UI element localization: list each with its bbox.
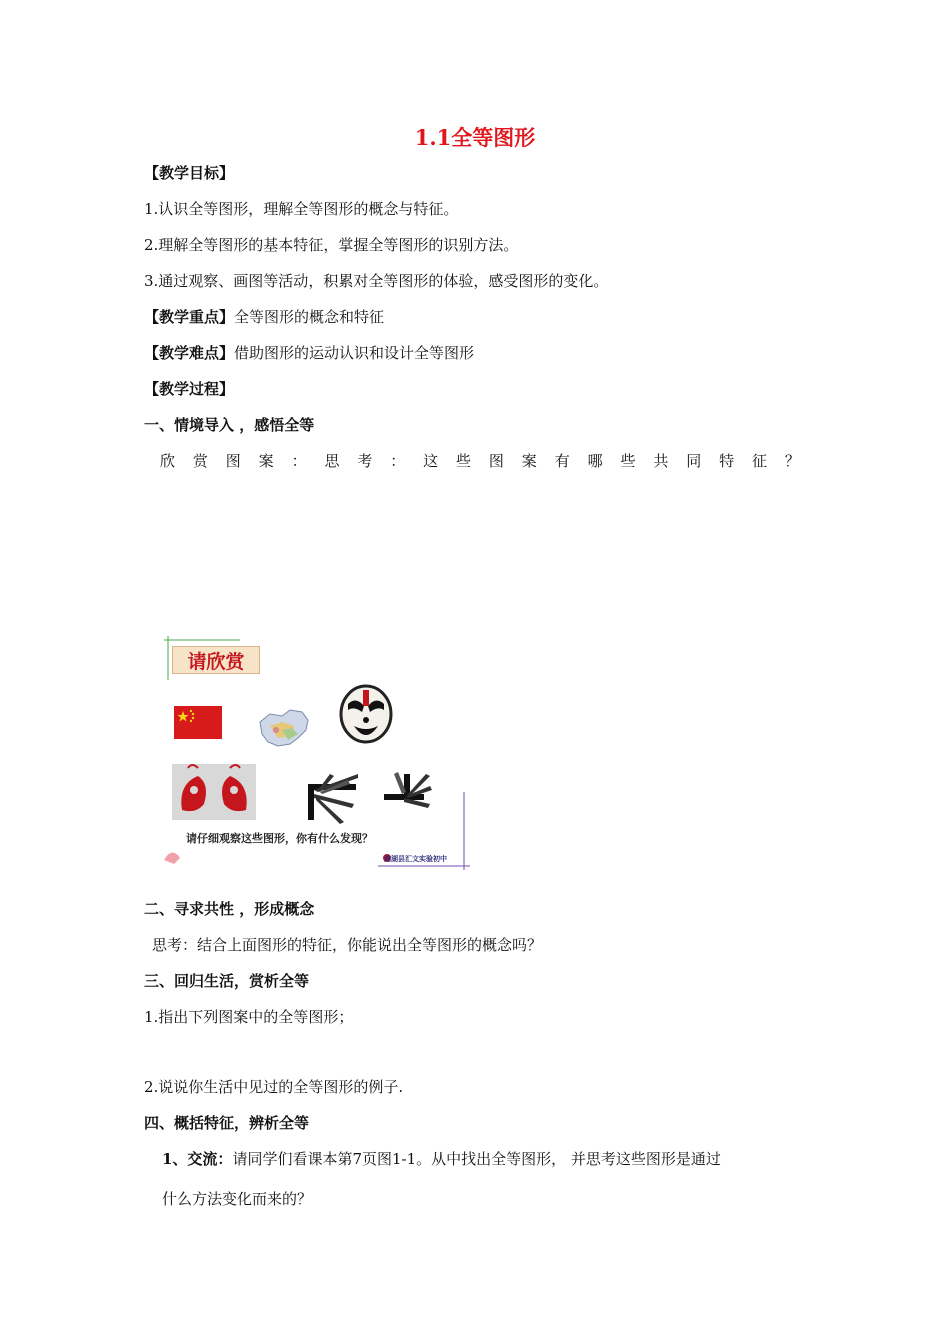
prompt-char: 特 bbox=[719, 452, 735, 470]
key-point bbox=[144, 306, 384, 328]
prompt-char: 哪 bbox=[587, 452, 603, 470]
objective-2: 2.理解全等图形的基本特征，掌握全等图形的识别方法。 bbox=[144, 236, 519, 254]
difficulty-label: 【教学难点】 bbox=[144, 344, 235, 362]
figure-caption: 请仔细观察这些图形，你有什么发现？ bbox=[186, 832, 373, 845]
page-title: 1.1全等图形 bbox=[414, 125, 536, 150]
figure-school: 建湖县汇文实验初中 bbox=[384, 855, 447, 863]
prompt-char: 案 bbox=[258, 452, 274, 470]
part2-text: 思考：结合上面图形的特征，你能说出全等图形的概念吗？ bbox=[152, 936, 543, 954]
prompt-char: 案 bbox=[521, 452, 537, 470]
map-icon bbox=[260, 710, 308, 746]
objective-1: 1.认识全等图形，理解全等图形的概念与特征。 bbox=[144, 200, 459, 218]
difficulty bbox=[144, 342, 474, 364]
objectives-heading: 【教学目标】 bbox=[144, 164, 235, 182]
prompt-char: 图 bbox=[488, 452, 504, 470]
key-point-label: 【教学重点】 bbox=[144, 308, 235, 326]
fan-pattern-icon bbox=[308, 772, 432, 824]
part4-heading: 四、概括特征，辨析全等 bbox=[144, 1114, 310, 1132]
prompt-char: 考 bbox=[357, 452, 373, 470]
paper-cut-fish-icon bbox=[172, 764, 256, 820]
process-heading: 【教学过程】 bbox=[144, 380, 235, 398]
difficulty-text: 借助图形的运动认识和设计全等图形 bbox=[234, 344, 475, 362]
prompt-char: 图 bbox=[225, 452, 241, 470]
part2-heading: 二、寻求共性 ，形成概念 bbox=[144, 900, 315, 918]
part1-prompt bbox=[160, 450, 800, 471]
prompt-char: 同 bbox=[686, 452, 702, 470]
prompt-char: 赏 bbox=[192, 452, 208, 470]
prompt-char: 些 bbox=[456, 452, 472, 470]
part4-item-continued: 什么方法变化而来的？ bbox=[162, 1190, 313, 1208]
part4-item bbox=[162, 1148, 721, 1170]
prompt-char: ？ bbox=[784, 452, 800, 470]
prompt-char: 欣 bbox=[160, 452, 176, 470]
bird-icon bbox=[164, 852, 180, 864]
part4-item-label: 1、交流： bbox=[162, 1150, 233, 1168]
part3-item-2: 2.说说你生活中见过的全等图形的例子. bbox=[144, 1078, 404, 1096]
objective-3: 3.通过观察、画图等活动，积累对全等图形的体验，感受图形的变化。 bbox=[144, 272, 609, 290]
appreciation-figure bbox=[158, 634, 474, 872]
prompt-char: 这 bbox=[423, 452, 439, 470]
key-point-text: 全等图形的概念和特征 bbox=[234, 308, 385, 326]
prompt-char: 些 bbox=[620, 452, 636, 470]
part1-heading: 一、情境导入 ，感悟全等 bbox=[144, 416, 315, 434]
figure-banner: 请欣赏 bbox=[172, 646, 260, 674]
opera-mask-icon bbox=[341, 686, 391, 742]
prompt-char: 共 bbox=[653, 452, 669, 470]
part3-item-1: 1.指出下列图案中的全等图形； bbox=[144, 1008, 354, 1026]
prompt-char: ： bbox=[390, 452, 406, 470]
part3-heading: 三、回归生活，赏析全等 bbox=[144, 972, 310, 990]
prompt-char: 征 bbox=[752, 452, 768, 470]
prompt-char: ： bbox=[291, 452, 307, 470]
prompt-char: 有 bbox=[554, 452, 570, 470]
prompt-char: 思 bbox=[324, 452, 340, 470]
part4-item-text: 请同学们看课本第7页图1-1。从中找出全等图形， 并思考这些图形是通过 bbox=[232, 1150, 721, 1168]
flag-icon bbox=[174, 706, 222, 739]
